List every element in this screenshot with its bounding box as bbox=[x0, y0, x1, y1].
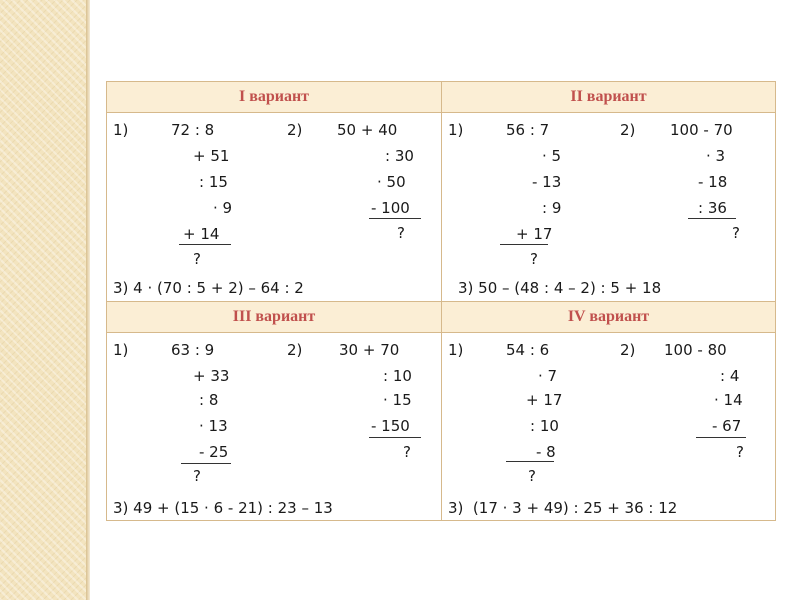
task-1-op: : 10 bbox=[530, 417, 559, 435]
task-1-op: + 33 bbox=[193, 367, 230, 385]
variant-2-title: II вариант bbox=[442, 82, 775, 113]
task-2-op: : 10 bbox=[383, 367, 412, 385]
task-3-expression: 3) 50 – (48 : 4 – 2) : 5 + 18 bbox=[458, 279, 662, 297]
task-1-start: 54 : 6 bbox=[506, 341, 550, 359]
task-2-number: 2) bbox=[287, 121, 303, 139]
variant-4-cell bbox=[441, 301, 776, 521]
task-1-number: 1) bbox=[448, 341, 464, 359]
task-2-start: 100 - 70 bbox=[670, 121, 733, 139]
task-1-op: + 14 bbox=[183, 225, 220, 243]
task-2-op: · 14 bbox=[714, 391, 743, 409]
task-1-op: · 7 bbox=[538, 367, 558, 385]
task-2-number: 2) bbox=[287, 341, 303, 359]
task-2-start: 100 - 80 bbox=[664, 341, 727, 359]
task-1-op: - 25 bbox=[199, 443, 229, 461]
task-1-op: : 8 bbox=[199, 391, 219, 409]
task-1-op: : 15 bbox=[199, 173, 228, 191]
task-2-underline bbox=[369, 218, 421, 219]
task-1-op: - 8 bbox=[536, 443, 556, 461]
task-3-expression: 3) 49 + (15 · 6 - 21) : 23 – 13 bbox=[113, 499, 333, 517]
task-1-answer: ? bbox=[193, 250, 201, 268]
task-1-op: · 9 bbox=[213, 199, 233, 217]
task-2-underline bbox=[369, 437, 421, 438]
task-1-op: + 17 bbox=[526, 391, 563, 409]
task-1-start: 63 : 9 bbox=[171, 341, 215, 359]
task-2-answer: ? bbox=[732, 224, 740, 242]
task-1-start: 72 : 8 bbox=[171, 121, 215, 139]
variant-3-title: III вариант bbox=[107, 302, 441, 333]
task-1-underline bbox=[181, 463, 231, 464]
task-2-op: - 18 bbox=[698, 173, 728, 191]
task-2-op: · 50 bbox=[377, 173, 406, 191]
task-2-op: - 100 bbox=[371, 199, 410, 217]
task-2-op: · 3 bbox=[706, 147, 726, 165]
task-1-number: 1) bbox=[113, 341, 129, 359]
task-2-underline bbox=[696, 437, 746, 438]
task-2-op: : 4 bbox=[720, 367, 740, 385]
variant-3-cell bbox=[106, 301, 442, 521]
task-1-underline bbox=[179, 244, 231, 245]
task-1-number: 1) bbox=[448, 121, 464, 139]
task-2-op: - 67 bbox=[712, 417, 742, 435]
task-1-answer: ? bbox=[530, 250, 538, 268]
task-2-op: : 30 bbox=[385, 147, 414, 165]
task-1-underline bbox=[500, 244, 548, 245]
task-2-op: : 36 bbox=[698, 199, 727, 217]
task-1-op: + 17 bbox=[516, 225, 553, 243]
task-1-op: · 13 bbox=[199, 417, 228, 435]
task-1-op: + 51 bbox=[193, 147, 230, 165]
task-2-start: 30 + 70 bbox=[339, 341, 400, 359]
task-1-underline bbox=[506, 461, 554, 462]
task-1-op: : 9 bbox=[542, 199, 562, 217]
task-1-answer: ? bbox=[193, 467, 201, 485]
task-1-start: 56 : 7 bbox=[506, 121, 550, 139]
task-2-start: 50 + 40 bbox=[337, 121, 398, 139]
task-1-number: 1) bbox=[113, 121, 129, 139]
task-1-op: - 13 bbox=[532, 173, 562, 191]
task-2-answer: ? bbox=[403, 443, 411, 461]
task-2-underline bbox=[688, 218, 736, 219]
task-1-op: · 5 bbox=[542, 147, 562, 165]
decorative-side-strip bbox=[0, 0, 86, 600]
variant-1-title: I вариант bbox=[107, 82, 441, 113]
task-1-answer: ? bbox=[528, 467, 536, 485]
variant-2-cell bbox=[441, 81, 776, 302]
task-2-number: 2) bbox=[620, 341, 636, 359]
task-2-number: 2) bbox=[620, 121, 636, 139]
task-3-expression: 3) 4 · (70 : 5 + 2) – 64 : 2 bbox=[113, 279, 304, 297]
variant-4-title: IV вариант bbox=[442, 302, 775, 333]
task-2-op: · 15 bbox=[383, 391, 412, 409]
variant-1-cell bbox=[106, 81, 442, 302]
decorative-side-edge bbox=[86, 0, 90, 600]
task-3-expression: 3) (17 · 3 + 49) : 25 + 36 : 12 bbox=[448, 499, 678, 517]
task-2-answer: ? bbox=[736, 443, 744, 461]
task-2-answer: ? bbox=[397, 224, 405, 242]
worksheet-table bbox=[106, 81, 776, 521]
task-2-op: - 150 bbox=[371, 417, 410, 435]
